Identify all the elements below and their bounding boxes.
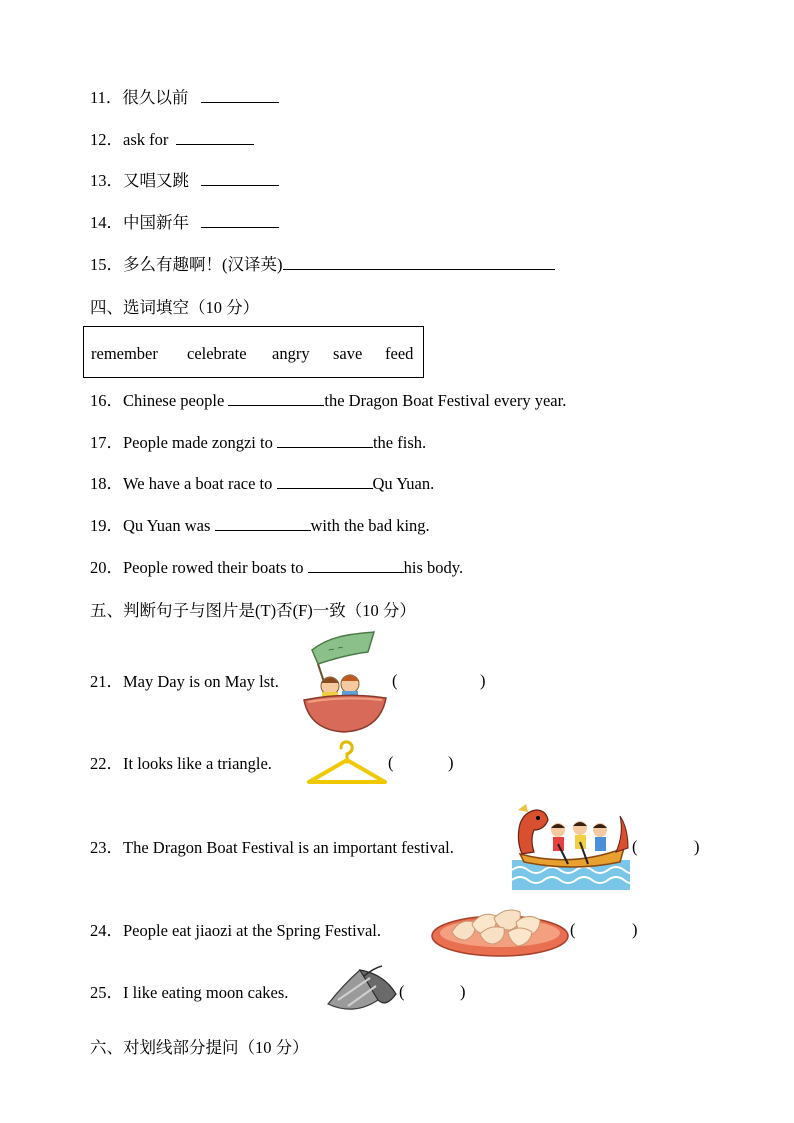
- answer-paren-open[interactable]: (: [570, 920, 576, 939]
- question-number: 24．: [90, 921, 123, 940]
- question-number: 25．: [90, 983, 123, 1002]
- section-4-title: 四、选词填空（10 分）: [90, 298, 260, 317]
- question-number: 19．: [90, 516, 123, 535]
- answer-paren-open[interactable]: (: [632, 837, 638, 856]
- answer-blank[interactable]: [201, 169, 279, 186]
- question-19: [90, 514, 430, 537]
- question-18: [90, 472, 434, 495]
- question-text: It looks like a triangle.: [123, 754, 272, 773]
- question-22: [90, 753, 272, 775]
- question-number: 12．: [90, 130, 123, 149]
- question-text-before: Chinese people: [123, 391, 225, 410]
- question-text-after: with the bad king.: [310, 516, 430, 535]
- answer-paren-close: ): [632, 920, 638, 939]
- word-bank-item: remember: [91, 344, 158, 363]
- question-text-before: We have a boat race to: [123, 474, 273, 493]
- question-16: [90, 389, 566, 412]
- word-bank-item: angry: [272, 344, 310, 363]
- question-text: ask for: [123, 130, 169, 149]
- svg-text:~ ~: ~ ~: [327, 642, 345, 655]
- question-number: 23．: [90, 838, 123, 857]
- clothes-hanger-icon: [306, 740, 388, 788]
- answer-paren-open[interactable]: (: [399, 982, 405, 1001]
- question-text: I like eating moon cakes.: [123, 983, 289, 1002]
- question-14: [90, 211, 279, 234]
- question-text: 又唱又跳: [123, 171, 189, 190]
- answer-paren-close: ): [694, 837, 700, 856]
- question-text-before: People made zongzi to: [123, 433, 273, 452]
- answer-paren-close: ): [460, 982, 466, 1001]
- question-text-before: People rowed their boats to: [123, 558, 304, 577]
- question-text: People eat jiaozi at the Spring Festival.: [123, 921, 381, 940]
- answer-blank[interactable]: [176, 128, 254, 145]
- question-text-before: Qu Yuan was: [123, 516, 211, 535]
- question-text-after: Qu Yuan.: [372, 474, 435, 493]
- question-24: [90, 920, 381, 942]
- question-25: [90, 982, 288, 1004]
- answer-paren-open[interactable]: (: [392, 671, 398, 690]
- word-bank: [83, 326, 424, 378]
- question-number: 17．: [90, 433, 123, 452]
- boat-with-flag-children-icon: [302, 628, 388, 736]
- question-number: 15．: [90, 255, 123, 274]
- question-text-after: the Dragon Boat Festival every year.: [324, 391, 567, 410]
- word-bank-item: feed: [385, 344, 414, 363]
- word-bank-item: celebrate: [187, 344, 247, 363]
- question-text: The Dragon Boat Festival is an important festival.: [123, 838, 454, 857]
- dragon-boat-race-icon: [512, 800, 632, 892]
- answer-blank[interactable]: [283, 253, 555, 270]
- question-21: [90, 671, 279, 693]
- question-number: 11．: [90, 88, 123, 107]
- answer-blank[interactable]: [277, 472, 373, 489]
- question-15: [90, 253, 555, 276]
- question-text: 中国新年: [123, 213, 189, 232]
- answer-blank[interactable]: [215, 514, 311, 531]
- question-number: 22．: [90, 754, 123, 773]
- plate-of-dumplings-icon: [430, 900, 570, 960]
- question-number: 20．: [90, 558, 123, 577]
- answer-blank[interactable]: [201, 86, 279, 103]
- question-number: 13．: [90, 171, 123, 190]
- answer-blank[interactable]: [201, 211, 279, 228]
- answer-paren-open[interactable]: (: [388, 753, 394, 772]
- question-number: 16．: [90, 391, 123, 410]
- question-20: [90, 556, 463, 579]
- question-text: 多么有趣啊！(汉译英): [123, 255, 283, 274]
- section-6-title: 六、对划线部分提问（10 分）: [90, 1038, 309, 1057]
- question-number: 14．: [90, 213, 123, 232]
- question-12: [90, 128, 254, 151]
- question-23: [90, 837, 454, 859]
- word-bank-item: save: [333, 344, 363, 363]
- question-number: 21．: [90, 672, 123, 691]
- answer-paren-close: ): [480, 671, 486, 690]
- answer-blank[interactable]: [308, 556, 404, 573]
- question-text: 很久以前: [122, 88, 189, 107]
- question-11: [90, 86, 279, 109]
- answer-paren-close: ): [448, 753, 454, 772]
- question-13: [90, 169, 279, 192]
- question-17: [90, 431, 426, 454]
- answer-blank[interactable]: [277, 431, 373, 448]
- question-text: May Day is on May lst.: [123, 672, 279, 691]
- question-text-after: the fish.: [372, 433, 427, 452]
- section-5-title: 五、判断句子与图片是(T)否(F)一致（10 分）: [90, 601, 416, 620]
- answer-blank[interactable]: [228, 389, 324, 406]
- zongzi-icon: [324, 964, 400, 1016]
- question-text-after: his body.: [403, 558, 464, 577]
- question-number: 18．: [90, 474, 123, 493]
